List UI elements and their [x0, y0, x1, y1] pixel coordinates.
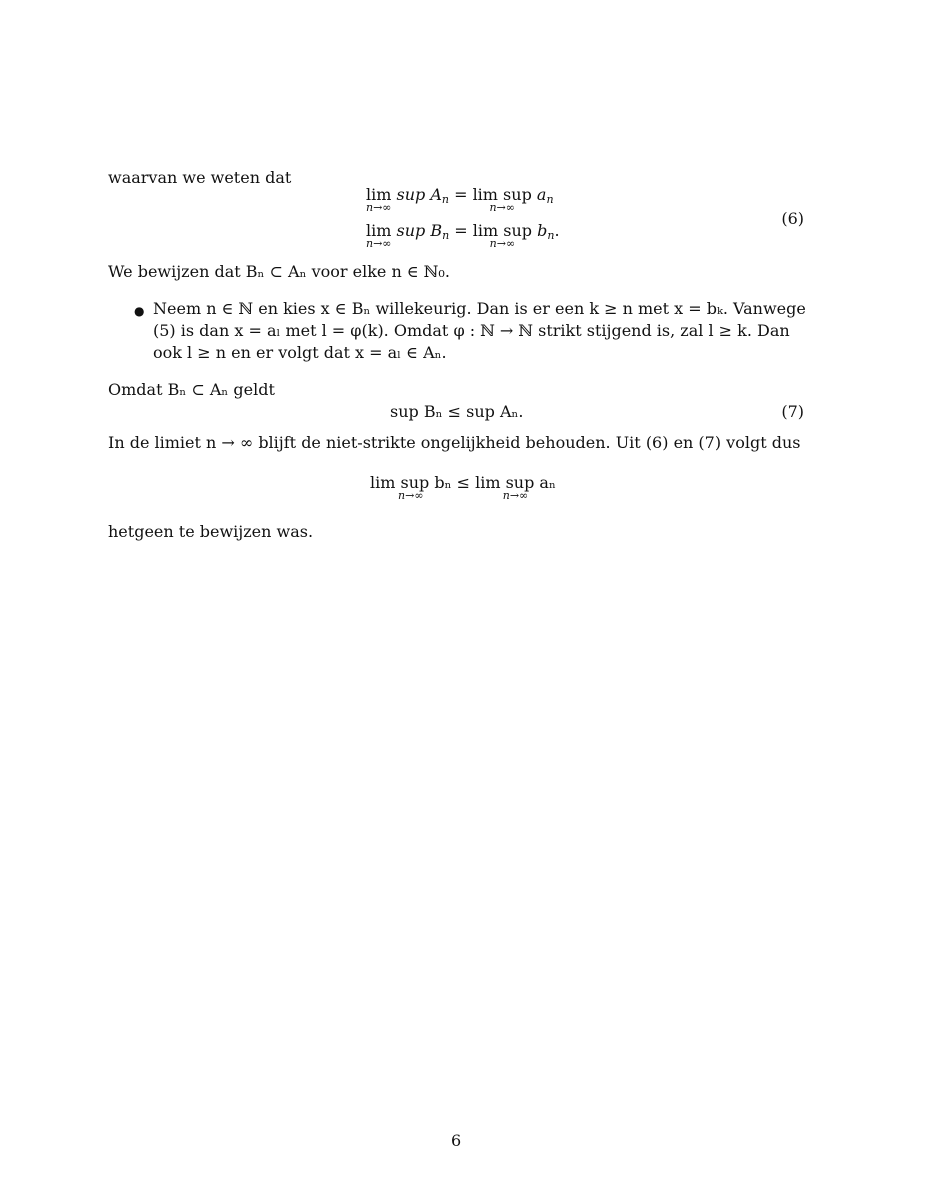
- page-number: 6: [451, 1131, 462, 1150]
- bullet-line: Neem n ∈ ℕ en kies x ∈ Bₙ willekeurig. Dan is er een k ≥ n met x = bₖ. Vanwege: [153, 299, 806, 318]
- conclusion-text: hetgeen te bewijzen was.: [108, 522, 314, 541]
- equation-6-line-1: lim n→∞ sup $A_n = \lim$ sup n→∞ $a_n$: [366, 185, 554, 214]
- final-equation: lim sup bₙ n→∞ ≤ lim sup aₙ n→∞: [370, 473, 556, 502]
- equation-7: sup Bₙ ≤ sup Aₙ.: [390, 402, 524, 421]
- lhs-limsup: lim sup bₙ n→∞: [370, 473, 452, 502]
- limit-text: In de limiet n → ∞ blijft de niet-strikte ongelijkheid behouden. Uit (6) en (7) volgt dus: [108, 433, 801, 452]
- eq-left: sup A: [391, 185, 442, 204]
- bullet-paragraph: [153, 298, 806, 364]
- bullet-icon: ●: [134, 304, 145, 318]
- equation-6-line-2: lim n→∞ sup $B_n = \lim$ sup n→∞ $b_n$.: [366, 221, 560, 250]
- prove-statement: We bewijzen dat Bₙ ⊂ Aₙ voor elke n ∈ ℕ₀.: [108, 262, 450, 281]
- limsup-operator: lim sup n→∞: [472, 221, 533, 250]
- rhs-limsup: lim sup aₙ n→∞: [475, 473, 556, 502]
- intro-text: waarvan we weten dat: [108, 168, 292, 187]
- lim-operator: lim n→∞: [366, 185, 392, 214]
- limsup-operator: lim sup n→∞: [472, 185, 532, 214]
- bullet-line: (5) is dan x = aₗ met l = φ(k). Omdat φ : ℕ → ℕ strikt stijgend is, zal l ≥ k. Dan: [153, 321, 790, 340]
- omdat-text: Omdat Bₙ ⊂ Aₙ geldt: [108, 380, 275, 399]
- equation-number-7: (7): [781, 402, 804, 421]
- lim-operator: lim n→∞: [366, 221, 392, 250]
- equation-number-6: (6): [781, 209, 804, 228]
- bullet-line: ook l ≥ n en er volgt dat x = aₗ ∈ Aₙ.: [153, 343, 447, 362]
